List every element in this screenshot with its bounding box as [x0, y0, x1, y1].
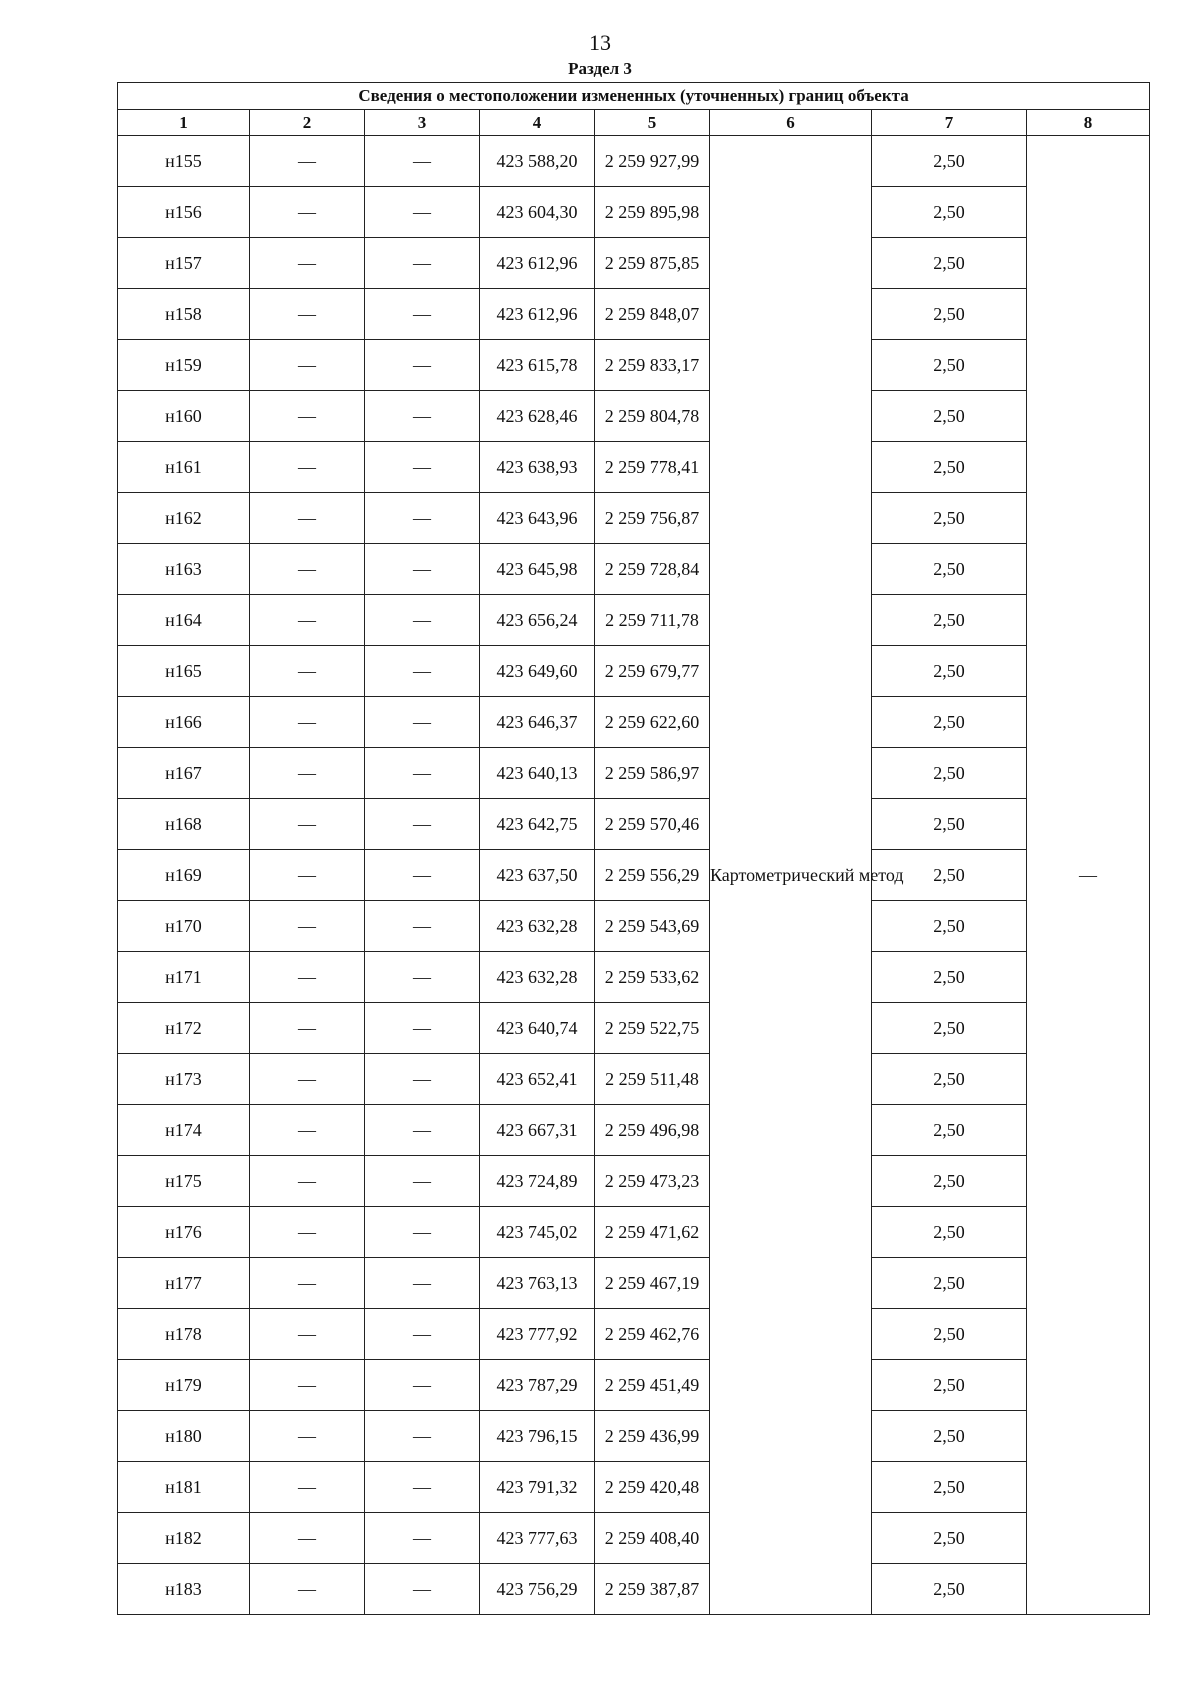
- y-coordinate-cell: 2 259 848,07: [595, 289, 710, 340]
- x-coordinate-cell: 423 640,74: [480, 1003, 595, 1054]
- point-name-cell: н171: [118, 952, 250, 1003]
- table-row: [118, 748, 1150, 799]
- table-row: [118, 595, 1150, 646]
- column-3-cell: —: [365, 1156, 480, 1207]
- y-coordinate-cell: 2 259 728,84: [595, 544, 710, 595]
- column-2-cell: —: [250, 1054, 365, 1105]
- accuracy-cell: 2,50: [872, 952, 1027, 1003]
- column-2-cell: —: [250, 340, 365, 391]
- accuracy-cell: 2,50: [872, 391, 1027, 442]
- column-3-cell: —: [365, 1258, 480, 1309]
- accuracy-cell: 2,50: [872, 799, 1027, 850]
- accuracy-cell: 2,50: [872, 1462, 1027, 1513]
- point-name-cell: н170: [118, 901, 250, 952]
- point-name-cell: н168: [118, 799, 250, 850]
- accuracy-cell: 2,50: [872, 1411, 1027, 1462]
- point-name-cell: н157: [118, 238, 250, 289]
- column-2-cell: —: [250, 544, 365, 595]
- y-coordinate-cell: 2 259 522,75: [595, 1003, 710, 1054]
- column-2-cell: —: [250, 1564, 365, 1615]
- table-row: [118, 1258, 1150, 1309]
- x-coordinate-cell: 423 604,30: [480, 187, 595, 238]
- table-row: [118, 289, 1150, 340]
- y-coordinate-cell: 2 259 473,23: [595, 1156, 710, 1207]
- column-2-cell: —: [250, 646, 365, 697]
- column-2-cell: —: [250, 238, 365, 289]
- column-2-cell: —: [250, 1258, 365, 1309]
- accuracy-cell: 2,50: [872, 493, 1027, 544]
- column-2-cell: —: [250, 1411, 365, 1462]
- table-row: [118, 646, 1150, 697]
- accuracy-cell: 2,50: [872, 289, 1027, 340]
- column-2-cell: —: [250, 1360, 365, 1411]
- point-name-cell: н156: [118, 187, 250, 238]
- accuracy-cell: 2,50: [872, 1309, 1027, 1360]
- method-cell: Картометрический метод: [710, 136, 872, 1615]
- y-coordinate-cell: 2 259 387,87: [595, 1564, 710, 1615]
- y-coordinate-cell: 2 259 927,99: [595, 136, 710, 187]
- column-3-cell: —: [365, 1054, 480, 1105]
- table-row: [118, 1462, 1150, 1513]
- column-3-cell: —: [365, 289, 480, 340]
- column-3-cell: —: [365, 1105, 480, 1156]
- accuracy-cell: 2,50: [872, 544, 1027, 595]
- table-row: [118, 1513, 1150, 1564]
- column-3-cell: —: [365, 850, 480, 901]
- y-coordinate-cell: 2 259 804,78: [595, 391, 710, 442]
- x-coordinate-cell: 423 632,28: [480, 952, 595, 1003]
- column-8-cell: —: [1027, 136, 1150, 1615]
- column-3-cell: —: [365, 595, 480, 646]
- column-3-cell: —: [365, 748, 480, 799]
- column-3-cell: —: [365, 136, 480, 187]
- x-coordinate-cell: 423 642,75: [480, 799, 595, 850]
- y-coordinate-cell: 2 259 436,99: [595, 1411, 710, 1462]
- column-2-cell: —: [250, 697, 365, 748]
- column-3-cell: —: [365, 340, 480, 391]
- table-row: [118, 391, 1150, 442]
- column-3-cell: —: [365, 391, 480, 442]
- y-coordinate-cell: 2 259 875,85: [595, 238, 710, 289]
- accuracy-cell: 2,50: [872, 1513, 1027, 1564]
- y-coordinate-cell: 2 259 556,29: [595, 850, 710, 901]
- x-coordinate-cell: 423 667,31: [480, 1105, 595, 1156]
- table-row: [118, 1360, 1150, 1411]
- column-2-cell: —: [250, 1309, 365, 1360]
- column-number: 3: [365, 110, 480, 136]
- y-coordinate-cell: 2 259 420,48: [595, 1462, 710, 1513]
- y-coordinate-cell: 2 259 570,46: [595, 799, 710, 850]
- page-number: 13: [589, 30, 611, 55]
- x-coordinate-cell: 423 615,78: [480, 340, 595, 391]
- column-2-cell: —: [250, 952, 365, 1003]
- column-2-cell: —: [250, 748, 365, 799]
- column-number: 2: [250, 110, 365, 136]
- table-row: [118, 1054, 1150, 1105]
- y-coordinate-cell: 2 259 408,40: [595, 1513, 710, 1564]
- y-coordinate-cell: 2 259 543,69: [595, 901, 710, 952]
- column-2-cell: —: [250, 1462, 365, 1513]
- y-coordinate-cell: 2 259 586,97: [595, 748, 710, 799]
- accuracy-cell: 2,50: [872, 1156, 1027, 1207]
- column-3-cell: —: [365, 1360, 480, 1411]
- column-2-cell: —: [250, 850, 365, 901]
- y-coordinate-cell: 2 259 679,77: [595, 646, 710, 697]
- table-row: [118, 697, 1150, 748]
- y-coordinate-cell: 2 259 756,87: [595, 493, 710, 544]
- table-row: [118, 187, 1150, 238]
- point-name-cell: н176: [118, 1207, 250, 1258]
- table-row: [118, 1003, 1150, 1054]
- x-coordinate-cell: 423 649,60: [480, 646, 595, 697]
- x-coordinate-cell: 423 724,89: [480, 1156, 595, 1207]
- table-row: [118, 493, 1150, 544]
- x-coordinate-cell: 423 652,41: [480, 1054, 595, 1105]
- point-name-cell: н179: [118, 1360, 250, 1411]
- accuracy-cell: 2,50: [872, 1054, 1027, 1105]
- column-3-cell: —: [365, 1462, 480, 1513]
- column-3-cell: —: [365, 544, 480, 595]
- accuracy-cell: 2,50: [872, 136, 1027, 187]
- column-3-cell: —: [365, 187, 480, 238]
- point-name-cell: н183: [118, 1564, 250, 1615]
- accuracy-cell: 2,50: [872, 442, 1027, 493]
- table-row: [118, 442, 1150, 493]
- column-number: 6: [710, 110, 872, 136]
- column-3-cell: —: [365, 493, 480, 544]
- x-coordinate-cell: 423 777,92: [480, 1309, 595, 1360]
- x-coordinate-cell: 423 777,63: [480, 1513, 595, 1564]
- boundary-coordinates-table: [117, 82, 1150, 1615]
- table-row: [118, 1207, 1150, 1258]
- table-body: [118, 136, 1150, 1615]
- y-coordinate-cell: 2 259 467,19: [595, 1258, 710, 1309]
- column-number: 7: [872, 110, 1027, 136]
- accuracy-cell: 2,50: [872, 748, 1027, 799]
- x-coordinate-cell: 423 763,13: [480, 1258, 595, 1309]
- table-row: [118, 1156, 1150, 1207]
- accuracy-cell: 2,50: [872, 1564, 1027, 1615]
- y-coordinate-cell: 2 259 711,78: [595, 595, 710, 646]
- column-2-cell: —: [250, 595, 365, 646]
- accuracy-cell: 2,50: [872, 238, 1027, 289]
- table-row: [118, 238, 1150, 289]
- column-3-cell: —: [365, 1513, 480, 1564]
- column-2-cell: —: [250, 1003, 365, 1054]
- accuracy-cell: 2,50: [872, 187, 1027, 238]
- column-3-cell: —: [365, 1411, 480, 1462]
- accuracy-cell: 2,50: [872, 646, 1027, 697]
- y-coordinate-cell: 2 259 895,98: [595, 187, 710, 238]
- point-name-cell: н167: [118, 748, 250, 799]
- point-name-cell: н169: [118, 850, 250, 901]
- point-name-cell: н174: [118, 1105, 250, 1156]
- x-coordinate-cell: 423 646,37: [480, 697, 595, 748]
- point-name-cell: н155: [118, 136, 250, 187]
- y-coordinate-cell: 2 259 511,48: [595, 1054, 710, 1105]
- x-coordinate-cell: 423 645,98: [480, 544, 595, 595]
- column-3-cell: —: [365, 952, 480, 1003]
- y-coordinate-cell: 2 259 778,41: [595, 442, 710, 493]
- column-3-cell: —: [365, 238, 480, 289]
- table-row: [118, 901, 1150, 952]
- x-coordinate-cell: 423 745,02: [480, 1207, 595, 1258]
- column-number: 4: [480, 110, 595, 136]
- column-2-cell: —: [250, 136, 365, 187]
- table-row: [118, 799, 1150, 850]
- point-name-cell: н175: [118, 1156, 250, 1207]
- column-number: 5: [595, 110, 710, 136]
- y-coordinate-cell: 2 259 451,49: [595, 1360, 710, 1411]
- table-row: [118, 136, 1150, 187]
- column-3-cell: —: [365, 697, 480, 748]
- y-coordinate-cell: 2 259 533,62: [595, 952, 710, 1003]
- point-name-cell: н163: [118, 544, 250, 595]
- point-name-cell: н178: [118, 1309, 250, 1360]
- column-3-cell: —: [365, 1207, 480, 1258]
- accuracy-cell: 2,50: [872, 1207, 1027, 1258]
- column-3-cell: —: [365, 901, 480, 952]
- column-2-cell: —: [250, 391, 365, 442]
- table-title: Сведения о местоположении измененных (уточненных) границ объекта: [118, 83, 1150, 110]
- x-coordinate-cell: 423 640,13: [480, 748, 595, 799]
- column-2-cell: —: [250, 442, 365, 493]
- x-coordinate-cell: 423 638,93: [480, 442, 595, 493]
- accuracy-cell: 2,50: [872, 901, 1027, 952]
- point-name-cell: н177: [118, 1258, 250, 1309]
- y-coordinate-cell: 2 259 471,62: [595, 1207, 710, 1258]
- column-3-cell: —: [365, 646, 480, 697]
- table-row: [118, 1564, 1150, 1615]
- table-row: [118, 1411, 1150, 1462]
- accuracy-cell: 2,50: [872, 850, 1027, 901]
- accuracy-cell: 2,50: [872, 697, 1027, 748]
- point-name-cell: н158: [118, 289, 250, 340]
- x-coordinate-cell: 423 637,50: [480, 850, 595, 901]
- table-row: [118, 1309, 1150, 1360]
- column-number-row: [118, 110, 1150, 136]
- point-name-cell: н181: [118, 1462, 250, 1513]
- point-name-cell: н165: [118, 646, 250, 697]
- accuracy-cell: 2,50: [872, 595, 1027, 646]
- accuracy-cell: 2,50: [872, 1003, 1027, 1054]
- table-row: [118, 340, 1150, 391]
- x-coordinate-cell: 423 628,46: [480, 391, 595, 442]
- column-2-cell: —: [250, 799, 365, 850]
- y-coordinate-cell: 2 259 833,17: [595, 340, 710, 391]
- x-coordinate-cell: 423 632,28: [480, 901, 595, 952]
- y-coordinate-cell: 2 259 622,60: [595, 697, 710, 748]
- point-name-cell: н164: [118, 595, 250, 646]
- x-coordinate-cell: 423 643,96: [480, 493, 595, 544]
- accuracy-cell: 2,50: [872, 1258, 1027, 1309]
- table-row: [118, 952, 1150, 1003]
- point-name-cell: н172: [118, 1003, 250, 1054]
- column-3-cell: —: [365, 1003, 480, 1054]
- y-coordinate-cell: 2 259 462,76: [595, 1309, 710, 1360]
- x-coordinate-cell: 423 791,32: [480, 1462, 595, 1513]
- column-2-cell: —: [250, 493, 365, 544]
- x-coordinate-cell: 423 656,24: [480, 595, 595, 646]
- column-3-cell: —: [365, 1309, 480, 1360]
- column-2-cell: —: [250, 1207, 365, 1258]
- point-name-cell: н180: [118, 1411, 250, 1462]
- x-coordinate-cell: 423 756,29: [480, 1564, 595, 1615]
- point-name-cell: н159: [118, 340, 250, 391]
- point-name-cell: н173: [118, 1054, 250, 1105]
- column-3-cell: —: [365, 1564, 480, 1615]
- x-coordinate-cell: 423 612,96: [480, 238, 595, 289]
- table-row: [118, 544, 1150, 595]
- point-name-cell: н161: [118, 442, 250, 493]
- column-2-cell: —: [250, 1513, 365, 1564]
- accuracy-cell: 2,50: [872, 1360, 1027, 1411]
- column-2-cell: —: [250, 1156, 365, 1207]
- x-coordinate-cell: 423 796,15: [480, 1411, 595, 1462]
- column-number: 1: [118, 110, 250, 136]
- x-coordinate-cell: 423 588,20: [480, 136, 595, 187]
- point-name-cell: н166: [118, 697, 250, 748]
- accuracy-cell: 2,50: [872, 1105, 1027, 1156]
- table-row: [118, 1105, 1150, 1156]
- column-2-cell: —: [250, 901, 365, 952]
- column-number: 8: [1027, 110, 1150, 136]
- column-3-cell: —: [365, 799, 480, 850]
- point-name-cell: н162: [118, 493, 250, 544]
- section-title: Раздел 3: [568, 59, 632, 78]
- column-2-cell: —: [250, 187, 365, 238]
- table-title-row: [118, 83, 1150, 110]
- accuracy-cell: 2,50: [872, 340, 1027, 391]
- point-name-cell: н182: [118, 1513, 250, 1564]
- point-name-cell: н160: [118, 391, 250, 442]
- column-3-cell: —: [365, 442, 480, 493]
- column-2-cell: —: [250, 289, 365, 340]
- table-row: [118, 850, 1150, 901]
- x-coordinate-cell: 423 612,96: [480, 289, 595, 340]
- x-coordinate-cell: 423 787,29: [480, 1360, 595, 1411]
- y-coordinate-cell: 2 259 496,98: [595, 1105, 710, 1156]
- column-2-cell: —: [250, 1105, 365, 1156]
